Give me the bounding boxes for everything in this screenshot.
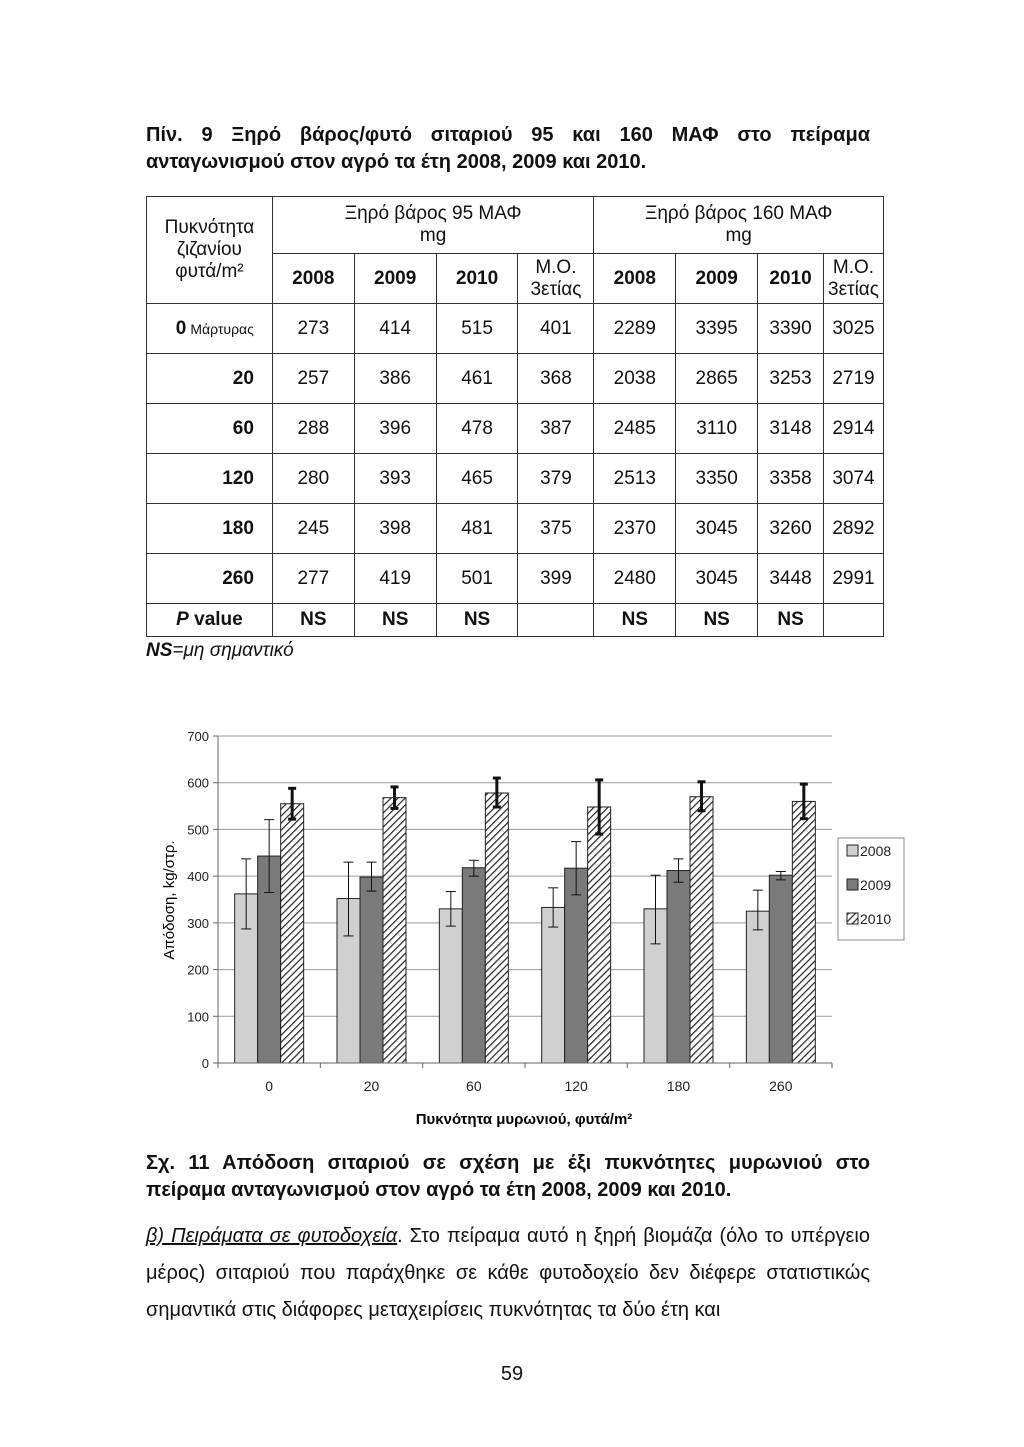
bar-2009 [769,875,792,1063]
chart-legend [838,838,904,940]
legend-label: 2008 [860,843,892,859]
ns-definition: =μη σημαντικό [172,640,294,661]
pvalue-label [147,604,273,637]
legend-label: 2009 [860,877,892,893]
bar-2010 [792,801,815,1063]
bar-2008 [439,909,462,1063]
table-row [147,554,884,604]
mean-header-line-1: Μ.Ο. [535,256,577,278]
value-cell: 481 [436,504,518,554]
value-cell: 3350 [676,454,758,504]
value-cell: 257 [272,354,354,404]
value-cell: 2289 [594,304,676,354]
group-160-line-1: Ξηρό βάρος 160 ΜΑΦ [644,203,833,224]
bar-2009 [462,868,485,1063]
value-cell: 387 [518,404,594,454]
bar-2008 [746,911,769,1063]
year-header: 2009 [676,254,758,304]
bar-2010 [485,793,508,1063]
legend-swatch-2010 [847,913,858,924]
value-cell: 3148 [758,404,824,454]
y-tick-label: 300 [187,915,209,931]
value-cell: 478 [436,404,518,454]
bar-2010 [588,807,611,1063]
value-cell: 398 [354,504,436,554]
yield-chart [150,720,910,1145]
page-number: 59 [500,1363,524,1385]
value-cell: 401 [518,304,594,354]
density-note: Μάρτυρας [190,320,254,337]
bar-2009 [565,868,588,1063]
mean-header-line-2: 3ετίας [530,278,582,300]
year-header: 2010 [758,254,824,304]
value-cell: 515 [436,304,518,354]
pvalue-row [147,604,884,637]
mean-header-line-2: 3ετίας [828,278,879,300]
value-cell: 3045 [676,504,758,554]
value-cell: 3025 [824,304,884,354]
value-cell: 288 [272,404,354,454]
value-cell: 3110 [676,404,758,454]
x-axis-label: Πυκνότητα μυρωνιού, φυτά/m² [415,1111,633,1128]
chart-error-bars [241,778,808,944]
bar-2009 [360,877,383,1063]
density-cell [147,304,273,354]
yield-bar-chart [150,720,910,1140]
group-95-line-2: mg [419,225,447,246]
value-cell: 2480 [594,554,676,604]
pvalue-cell: NS [676,604,758,637]
value-cell: 2892 [824,504,884,554]
value-cell: 399 [518,554,594,604]
y-tick-label: 600 [187,775,209,791]
value-cell: 501 [436,554,518,604]
group-header-95 [272,197,593,254]
ns-abbr: NS [146,640,173,661]
table-row [147,404,884,454]
x-tick-label: 60 [466,1078,482,1094]
density-label: 120 [222,467,254,489]
density-cell [147,554,273,604]
mean-header [518,254,594,304]
value-cell: 277 [272,554,354,604]
pvalue-cell: NS [354,604,436,637]
legend-swatch-2009 [847,879,858,890]
figure-caption: Σχ. 11 Απόδοση σιταριού σε σχέση με έξι πυκνότητες μυρωνιού στο πείραμα ανταγωνισμού στον αγρό τα έτη 2008, 2009 και 2010. [146,1152,870,1201]
x-tick-label: 20 [363,1078,380,1094]
value-cell: 280 [272,454,354,504]
value-cell: 3358 [758,454,824,504]
y-tick-label: 200 [187,962,209,978]
y-tick-label: 500 [187,822,209,838]
year-header: 2009 [354,254,436,304]
pvalue-cell [824,604,884,637]
x-tick-label: 260 [769,1078,793,1094]
value-cell: 465 [436,454,518,504]
year-header: 2008 [272,254,354,304]
group-header-160 [594,197,884,254]
value-cell: 414 [354,304,436,354]
value-cell: 2485 [594,404,676,454]
row-header-line-3: φυτά/m² [175,261,244,282]
value-cell: 368 [518,354,594,404]
value-cell: 2914 [824,404,884,454]
value-cell: 2865 [676,354,758,404]
density-cell [147,454,273,504]
body-paragraph [146,1218,870,1329]
y-tick-label: 0 [201,1056,209,1071]
x-tick-label: 180 [666,1078,691,1094]
table-row [147,304,884,354]
value-cell: 419 [354,554,436,604]
y-tick-label: 700 [187,729,209,744]
density-cell [147,504,273,554]
paragraph-lead: β) Πειράματα σε φυτοδοχεία [146,1225,398,1247]
density-label: 20 [232,367,254,389]
value-cell: 2719 [824,354,884,404]
table-row [147,354,884,404]
density-cell [147,404,273,454]
ns-footnote [146,640,294,662]
pvalue-cell: NS [758,604,824,637]
value-cell: 3260 [758,504,824,554]
group-160-line-2: mg [725,225,752,246]
value-cell: 461 [436,354,518,404]
year-header: 2008 [594,254,676,304]
x-tick-label: 120 [564,1078,588,1094]
group-95-line-1: Ξηρό βάρος 95 ΜΑΦ [344,203,522,224]
pvalue-cell: NS [436,604,518,637]
chart-grid [218,736,832,1016]
value-cell: 3045 [676,554,758,604]
value-cell: 375 [518,504,594,554]
value-cell: 393 [354,454,436,504]
mean-header [824,254,884,304]
bar-2009 [667,871,690,1063]
legend-label: 2010 [860,911,892,927]
chart-bars [235,793,816,1063]
density-label: 60 [232,417,254,439]
mean-header-line-1: Μ.Ο. [832,256,875,278]
dry-weight-table [146,196,884,637]
value-cell: 2038 [594,354,676,404]
y-axis-label: Απόδοση, kg/στρ. [161,840,178,960]
density-label: 0 [175,317,187,339]
pvalue-cell [518,604,594,637]
pvalue-cell: NS [594,604,676,637]
y-tick-label: 100 [187,1009,209,1025]
value-cell: 396 [354,404,436,454]
density-cell [147,354,273,404]
value-cell: 3448 [758,554,824,604]
y-tick-label: 400 [187,869,209,885]
bar-2008 [542,907,565,1063]
value-cell: 379 [518,454,594,504]
value-cell: 2991 [824,554,884,604]
row-header-line-2: ζιζανίου [176,239,242,260]
pvalue-cell: NS [272,604,354,637]
value-cell: 3253 [758,354,824,404]
row-header-line-1: Πυκνότητα [164,217,255,238]
table-row [147,454,884,504]
table-body [147,304,884,637]
year-header: 2010 [436,254,518,304]
value-cell: 2370 [594,504,676,554]
x-tick-label: 0 [265,1078,274,1094]
value-cell: 3074 [824,454,884,504]
table-caption: Πίν. 9 Ξηρό βάρος/φυτό σιταριού 95 και 160 ΜΑΦ στο πείραμα ανταγωνισμού στον αγρό τα έτη 2008, 2009 και 2010. [146,124,870,173]
value-cell: 386 [354,354,436,404]
density-label: 260 [222,567,254,589]
value-cell: 3390 [758,304,824,354]
bar-2010 [690,797,713,1063]
value-cell: 273 [272,304,354,354]
table-row [147,504,884,554]
paragraph-text: . Στο πείραμα αυτό η ξηρή βιομάζα (όλο το υπέργειο μέρος) σιταριού που παράχθηκε σε κάθε φυτοδοχείο δεν διέφερε στατιστικώς σημαντικά στις διάφορες μεταχειρίσεις πυκνότητας τα δύο έτη και [146,1225,870,1321]
value-cell: 245 [272,504,354,554]
pvalue-label-italic: P [176,609,189,630]
bar-2010 [383,798,406,1063]
row-header-cell [147,197,273,304]
legend-swatch-2008 [847,845,858,856]
bar-2010 [281,804,304,1063]
density-label: 180 [222,517,254,539]
pvalue-label-rest: value [188,609,243,630]
value-cell: 3395 [676,304,758,354]
value-cell: 2513 [594,454,676,504]
